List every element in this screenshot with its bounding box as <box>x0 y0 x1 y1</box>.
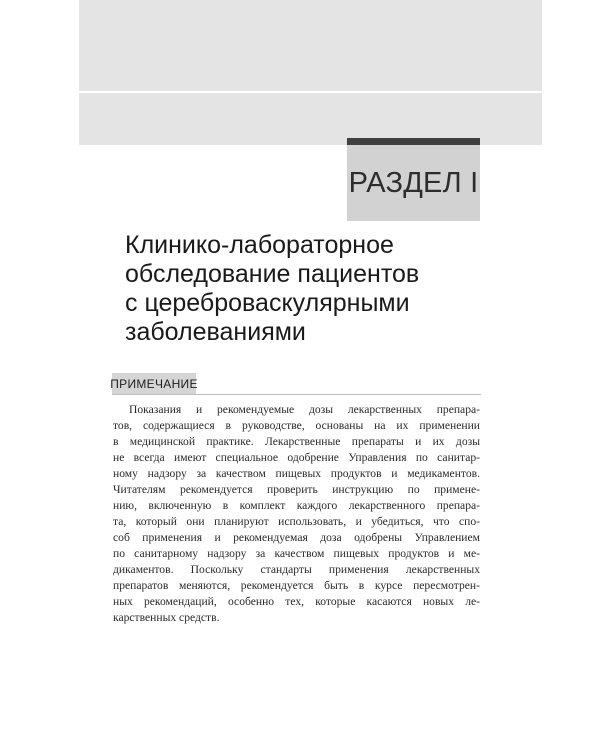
chapter-title <box>125 231 445 347</box>
header-band <box>79 0 542 145</box>
chapter-title-line: обследование пациентов <box>125 260 420 288</box>
note-line: та, который они планируют использовать, и убедиться, что спо- <box>113 515 480 528</box>
chapter-title-line: Клинико-лабораторное <box>125 231 394 259</box>
note-line: препаратов меняются, рекомендуется быть в курсе пересмотрен- <box>113 579 480 592</box>
section-box <box>347 145 480 221</box>
note-line: в медицинской практике. Лекарственные препараты и их дозы <box>113 435 480 448</box>
note-line: Читателям рекомендуется проверить инструкцию по примене- <box>113 483 480 496</box>
note-line: дикаментов. Поскольку стандарты применения лекарственных <box>113 563 480 576</box>
section-rule <box>347 138 480 145</box>
note-line: карственных средств. <box>113 611 220 624</box>
note-rule <box>112 394 481 395</box>
note-paragraph <box>113 402 480 626</box>
note-line: ных рекомендаций, особенно тех, которые касаются новых ле- <box>113 595 480 608</box>
note-line: ному надзору за качеством пищевых продуктов и медикаментов. <box>113 467 480 480</box>
note-line: по санитарному надзору за качеством пищевых продуктов и ме- <box>113 547 480 560</box>
note-line: Показания и рекомендуемые дозы лекарственных препара- <box>129 403 480 416</box>
note-line: нию, включенную в комплект каждого лекарственного препара- <box>113 499 480 512</box>
chapter-title-line: заболеваниями <box>125 318 306 346</box>
note-line: соб применения и рекомендуемая доза одобрены Управлением <box>113 531 480 544</box>
chapter-title-line: с цереброваскулярными <box>125 289 410 317</box>
section-label: РАЗДЕЛ I <box>348 166 479 199</box>
note-line: не всегда имеют специальное одобрение Управления по санитар- <box>113 451 480 464</box>
note-label: ПРИМЕЧАНИЕ <box>110 377 198 391</box>
note-line: тов, содержащиеся в руководстве, основаны на их применении <box>113 419 480 432</box>
header-divider <box>79 91 542 93</box>
note-tag <box>112 373 196 395</box>
